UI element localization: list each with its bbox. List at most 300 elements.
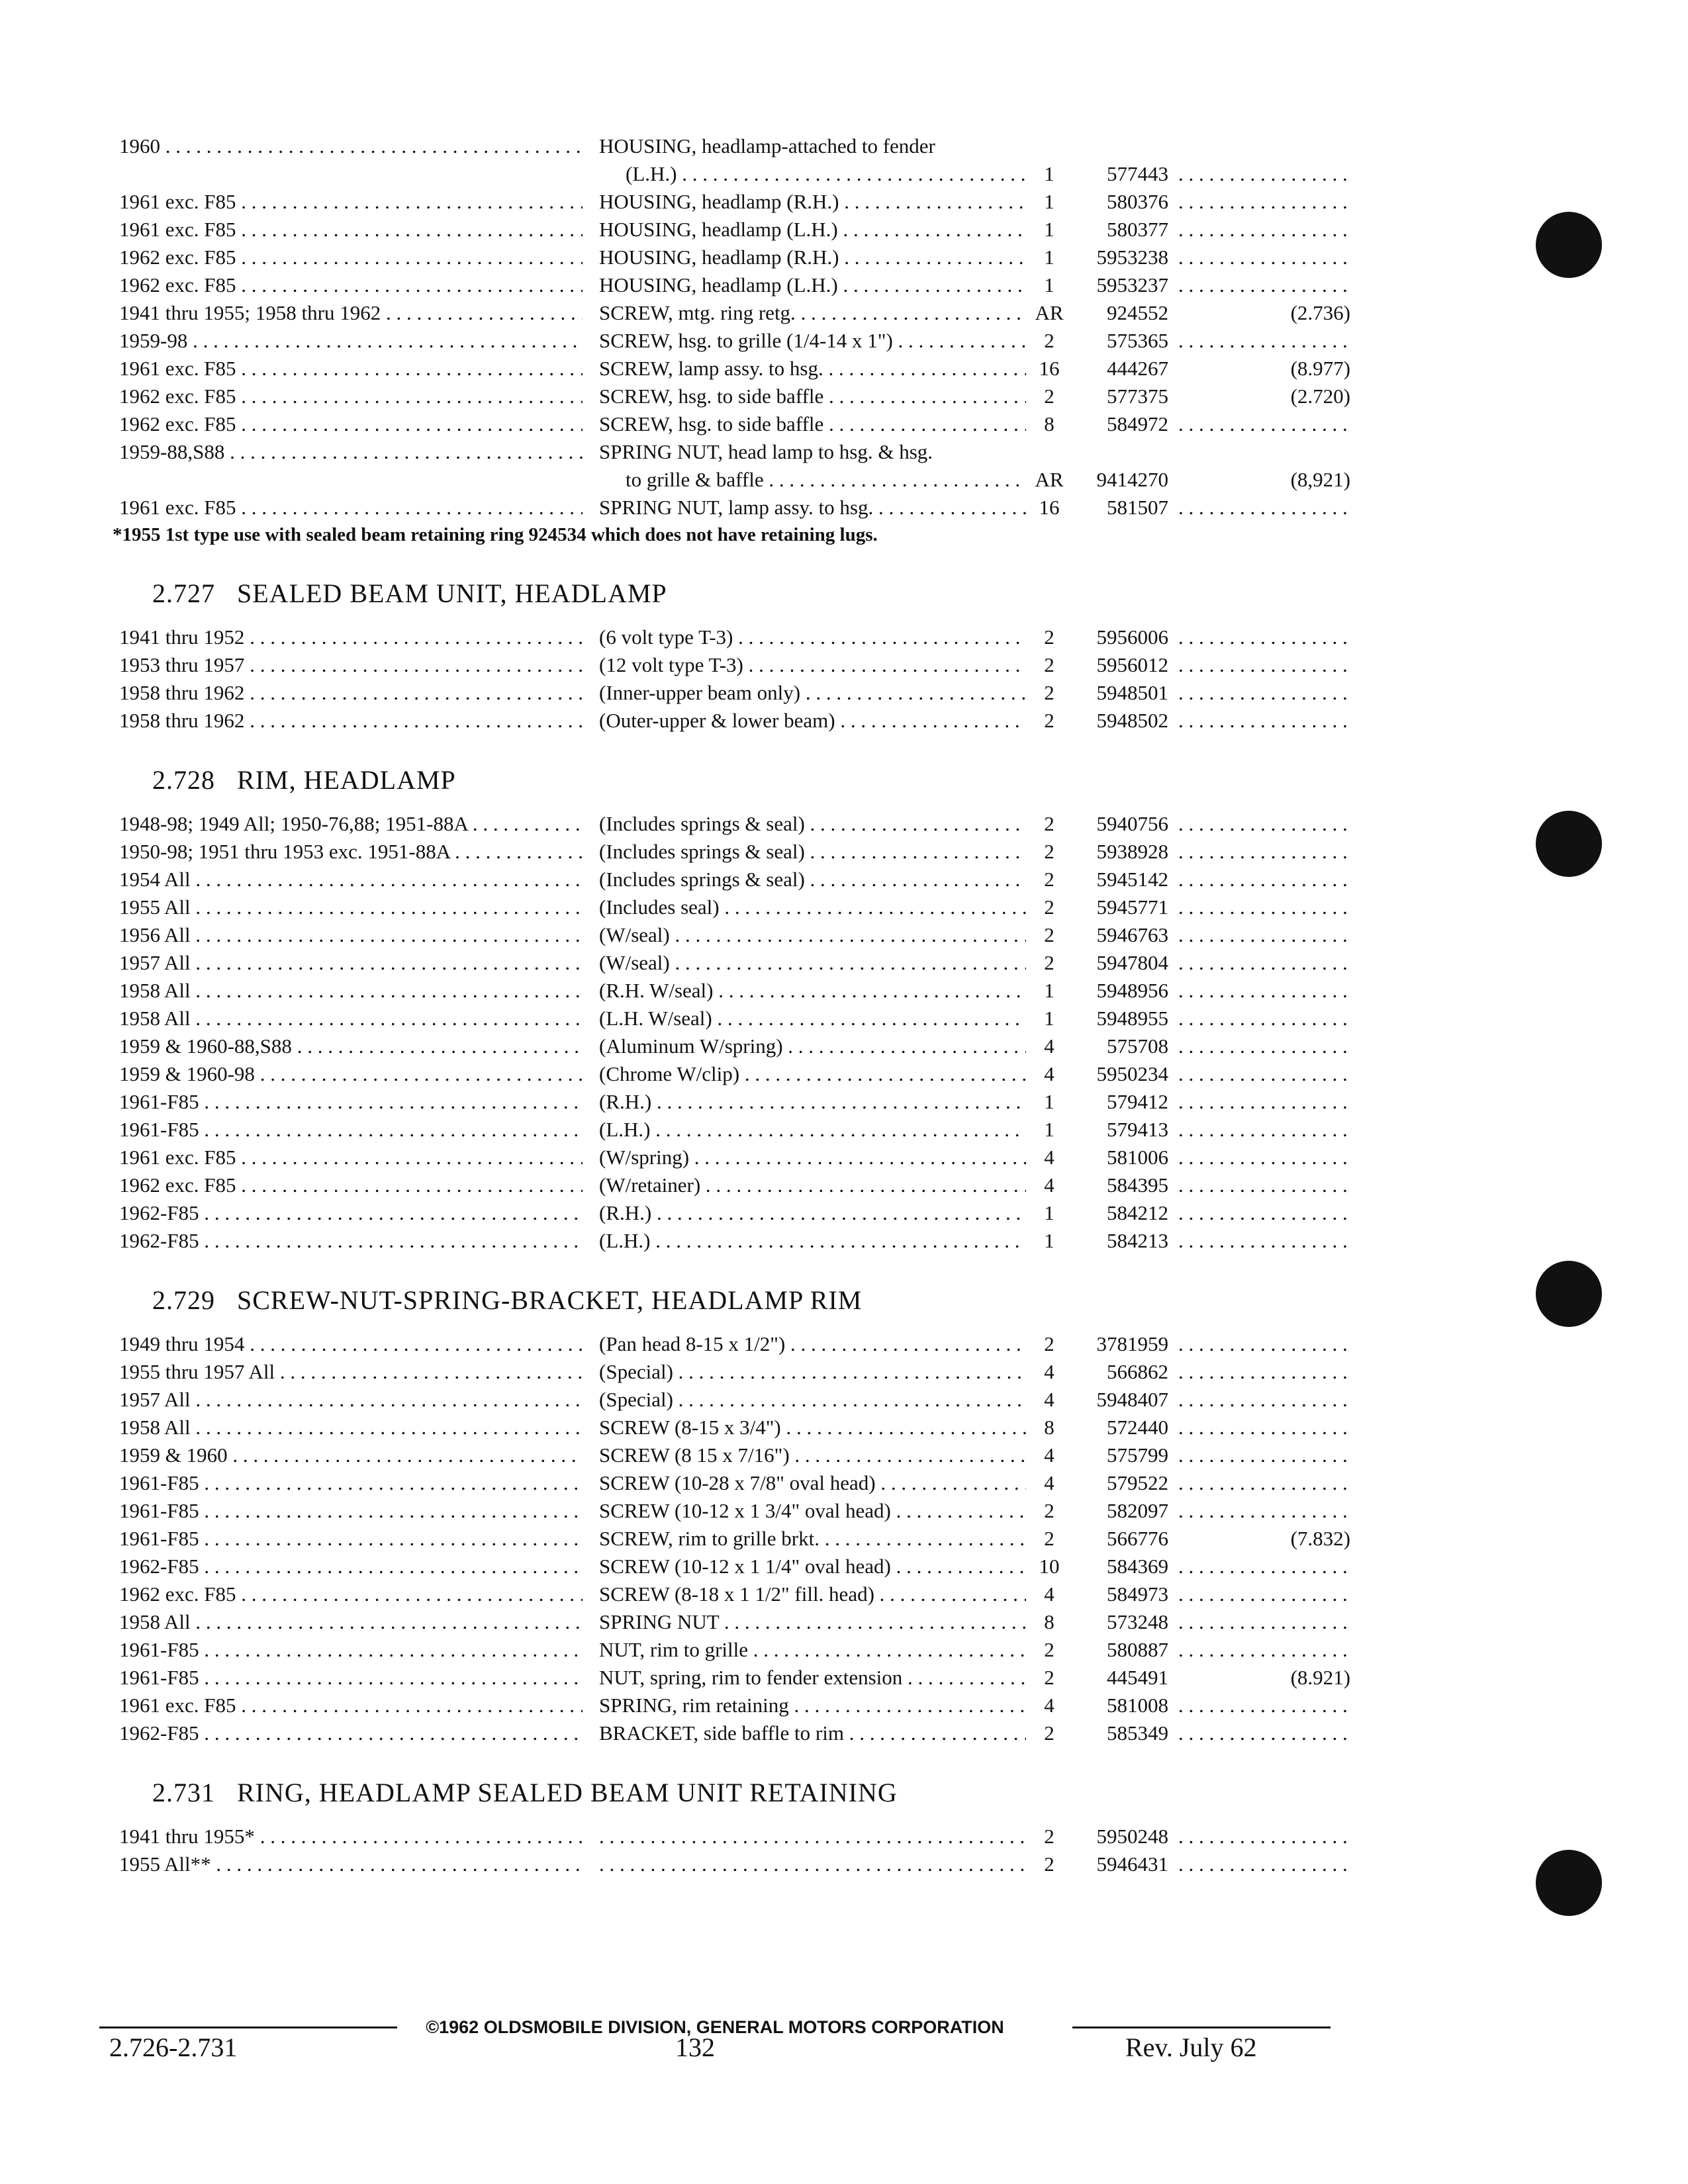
part-number: 3781959 [1096, 1332, 1168, 1355]
quantity: 16 [1039, 496, 1060, 519]
quantity: 8 [1044, 1610, 1055, 1633]
model-years: 1961-F85 . . . [119, 1497, 583, 1525]
punch-hole [1536, 1261, 1602, 1327]
quantity: 1 [1044, 1229, 1055, 1252]
part-number: 5948956 [1096, 979, 1168, 1002]
reference [1172, 1608, 1350, 1636]
parts-row [113, 949, 1350, 977]
reference [1172, 1692, 1350, 1719]
model-years: 1958 thru 1962 . . . [119, 679, 583, 707]
quantity: 4 [1044, 1062, 1055, 1085]
reference [1172, 679, 1350, 707]
part-description: (L.H. W/seal) . . . [599, 1005, 1026, 1032]
part-description-cont: to grille & baffle . . . [599, 466, 1026, 494]
parts-row [113, 866, 1350, 893]
part-description: SPRING NUT, lamp assy. to hsg. . . . [599, 494, 1026, 522]
quantity: AR [1035, 468, 1064, 491]
model-years: 1955 All . . . [119, 893, 583, 921]
part-number: 584369 [1107, 1555, 1168, 1578]
parts-row [113, 383, 1350, 410]
reference [1172, 810, 1350, 838]
parts-row [113, 1330, 1350, 1358]
model-years: 1958 All . . . [119, 1005, 583, 1032]
quantity: 2 [1044, 329, 1055, 352]
part-number: 580376 [1107, 190, 1168, 213]
part-description: (W/spring) . . . [599, 1144, 1026, 1171]
quantity: 2 [1044, 1852, 1055, 1876]
part-description: (Chrome W/clip) . . . [599, 1060, 1026, 1088]
section-heading: 2.728 RIM, HEADLAMP [152, 765, 456, 795]
model-years: 1959 & 1960-98 . . . [119, 1060, 583, 1088]
quantity: 1 [1044, 246, 1055, 269]
part-number: 584212 [1107, 1201, 1168, 1224]
part-number: 445491 [1107, 1666, 1168, 1689]
part-description: (L.H.) . . . [599, 1116, 1026, 1144]
part-number: 5956012 [1096, 653, 1168, 676]
reference [1172, 188, 1350, 216]
model-years: 1941 thru 1955; 1958 thru 1962 . . . [119, 299, 583, 327]
reference [1172, 1088, 1350, 1116]
model-years: 1961 exc. F85 . . . [119, 188, 583, 216]
model-years: 1959-98 . . . [119, 327, 583, 355]
parts-row [113, 977, 1350, 1005]
parts-row [113, 188, 1350, 216]
part-description: (Special) . . . [599, 1386, 1026, 1414]
parts-row [113, 1199, 1350, 1227]
first-block-table [113, 132, 1350, 522]
parts-catalog-page [113, 132, 1350, 1878]
parts-row [113, 1414, 1350, 1441]
part-number: 5953238 [1096, 246, 1168, 269]
reference [1172, 623, 1350, 651]
part-number: 580377 [1107, 218, 1168, 241]
quantity: 4 [1044, 1471, 1055, 1494]
reference [1172, 1005, 1350, 1032]
model-years: 1958 All . . . [119, 977, 583, 1005]
part-number: 582097 [1107, 1499, 1168, 1522]
parts-row [113, 1386, 1350, 1414]
quantity: 1 [1044, 273, 1055, 296]
reference [1172, 271, 1350, 299]
model-years: 1962 exc. F85 . . . [119, 1171, 583, 1199]
part-number: 572440 [1107, 1416, 1168, 1439]
parts-row [113, 1553, 1350, 1580]
parts-row [113, 1469, 1350, 1497]
part-description: (Special) . . . [599, 1358, 1026, 1386]
part-number: 580887 [1107, 1638, 1168, 1661]
model-years: 1961 exc. F85 . . . [119, 494, 583, 522]
part-number: 5953237 [1096, 273, 1168, 296]
part-description: SCREW, lamp assy. to hsg. . . . [599, 355, 1026, 383]
part-number: 575708 [1107, 1034, 1168, 1058]
model-years: 1959 & 1960-88,S88 . . . [119, 1032, 583, 1060]
part-description: (Outer-upper & lower beam) . . . [599, 707, 1026, 735]
parts-row [113, 623, 1350, 651]
part-description: (W/seal) . . . [599, 949, 1026, 977]
quantity: 2 [1044, 709, 1055, 732]
part-description: BRACKET, side baffle to rim . . . [599, 1719, 1026, 1747]
quantity: 16 [1039, 357, 1060, 380]
model-years: 1962-F85 . . . [119, 1719, 583, 1747]
parts-row [113, 1636, 1350, 1664]
sections [113, 564, 1350, 1878]
part-description: (Includes seal) . . . [599, 893, 1026, 921]
quantity: 8 [1044, 1416, 1055, 1439]
part-number: 5946763 [1096, 923, 1168, 946]
part-number: 5938928 [1096, 840, 1168, 863]
part-description: (Inner-upper beam only) . . . [599, 679, 1026, 707]
quantity: 4 [1044, 1360, 1055, 1383]
footnote [113, 522, 1350, 548]
part-description: SCREW (8-15 x 3/4") . . . [599, 1414, 1026, 1441]
parts-row [113, 271, 1350, 299]
model-years: 1950-98; 1951 thru 1953 exc. 1951-88A . . . [119, 838, 583, 866]
part-description: SCREW, hsg. to side baffle . . . [599, 410, 1026, 438]
part-number: 575365 [1107, 329, 1168, 352]
part-number: 566776 [1107, 1527, 1168, 1550]
reference [1172, 1580, 1350, 1608]
part-description: HOUSING, headlamp-attached to fender [599, 134, 935, 158]
punch-hole [1536, 212, 1602, 278]
model-years: 1953 thru 1957 . . . [119, 651, 583, 679]
parts-row [113, 1227, 1350, 1255]
quantity: 2 [1044, 1825, 1055, 1848]
part-number: 5947804 [1096, 951, 1168, 974]
quantity: 1 [1044, 1201, 1055, 1224]
quantity: 10 [1039, 1555, 1060, 1578]
part-description: (Pan head 8-15 x 1/2") . . . [599, 1330, 1026, 1358]
part-number: 581507 [1107, 496, 1168, 519]
model-years: 1948-98; 1949 All; 1950-76,88; 1951-88A . . . [119, 810, 583, 838]
parts-row [113, 299, 1350, 327]
part-number: 579413 [1107, 1118, 1168, 1141]
parts-row [113, 410, 1350, 438]
quantity: 2 [1044, 812, 1055, 835]
part-number: 5948407 [1096, 1388, 1168, 1411]
part-description: SCREW, mtg. ring retg. . . . [599, 299, 1026, 327]
part-number: 5946431 [1096, 1852, 1168, 1876]
part-description: HOUSING, headlamp (R.H.) . . . [599, 188, 1026, 216]
part-number: 584973 [1107, 1582, 1168, 1606]
model-years: 1956 All . . . [119, 921, 583, 949]
parts-row [113, 1580, 1350, 1608]
parts-row [113, 1171, 1350, 1199]
reference [1172, 1032, 1350, 1060]
model-years: 1961-F85 . . . [119, 1525, 583, 1553]
quantity: 1 [1044, 190, 1055, 213]
reference [1172, 1497, 1350, 1525]
quantity: 4 [1044, 1388, 1055, 1411]
reference [1172, 866, 1350, 893]
part-description: NUT, rim to grille . . . [599, 1636, 1026, 1664]
part-description: (Aluminum W/spring) . . . [599, 1032, 1026, 1060]
model-years: 1957 All . . . [119, 1386, 583, 1414]
part-number: 575799 [1107, 1443, 1168, 1467]
reference [1172, 1823, 1350, 1850]
parts-row [113, 1358, 1350, 1386]
part-number: 5940756 [1096, 812, 1168, 835]
parts-row [113, 1850, 1350, 1878]
reference [1172, 1850, 1350, 1878]
quantity: 1 [1044, 218, 1055, 241]
reference: (7.832) [1290, 1527, 1350, 1550]
section-heading: 2.729 SCREW-NUT-SPRING-BRACKET, HEADLAMP RIM [152, 1285, 863, 1315]
reference [1172, 1116, 1350, 1144]
parts-row [113, 438, 1350, 494]
model-years: 1941 thru 1955* . . . [119, 1823, 583, 1850]
part-description: (W/retainer) . . . [599, 1171, 1026, 1199]
model-years: 1961-F85 . . . [119, 1088, 583, 1116]
model-years: 1941 thru 1952 . . . [119, 623, 583, 651]
quantity: 8 [1044, 412, 1055, 435]
part-description [599, 1850, 1026, 1878]
reference [1172, 949, 1350, 977]
quantity: 2 [1044, 385, 1055, 408]
part-description: SCREW, hsg. to side baffle . . . [599, 383, 1026, 410]
parts-row [113, 1005, 1350, 1032]
part-number: 581006 [1107, 1146, 1168, 1169]
model-years: 1955 thru 1957 All . . . [119, 1358, 583, 1386]
parts-row [113, 1116, 1350, 1144]
part-description-cont: (L.H.) . . . [599, 160, 1026, 188]
part-description [599, 1823, 1026, 1850]
section-heading: 2.727 SEALED BEAM UNIT, HEADLAMP [152, 578, 667, 608]
part-description: SCREW, hsg. to grille (1/4-14 x 1") . . . [599, 327, 1026, 355]
part-description: (Includes springs & seal) . . . [599, 838, 1026, 866]
quantity: 4 [1044, 1694, 1055, 1717]
model-years: 1958 All . . . [119, 1414, 583, 1441]
reference: (8.977) [1290, 357, 1350, 380]
part-description: SCREW (10-12 x 1 1/4" oval head) . . . [599, 1553, 1026, 1580]
model-years: 1960 . . . [119, 132, 583, 160]
parts-row [113, 810, 1350, 838]
reference [1172, 921, 1350, 949]
part-number: 5948955 [1096, 1007, 1168, 1030]
part-number: 585349 [1107, 1721, 1168, 1745]
reference [1172, 216, 1350, 244]
model-years: 1962-F85 . . . [119, 1553, 583, 1580]
model-years: 1961-F85 . . . [119, 1664, 583, 1692]
reference [1172, 893, 1350, 921]
section-heading: 2.731 RING, HEADLAMP SEALED BEAM UNIT RETAINING [152, 1778, 898, 1807]
part-number: 5945771 [1096, 895, 1168, 919]
parts-row [113, 132, 1350, 188]
part-description: SPRING NUT, head lamp to hsg. & hsg. [599, 440, 933, 463]
reference [1172, 1171, 1350, 1199]
parts-row [113, 679, 1350, 707]
quantity: 2 [1044, 625, 1055, 649]
quantity: 2 [1044, 923, 1055, 946]
model-years: 1961 exc. F85 . . . [119, 1692, 583, 1719]
part-description: (R.H. W/seal) . . . [599, 977, 1026, 1005]
reference [1172, 494, 1350, 522]
quantity: 2 [1044, 1527, 1055, 1550]
model-years: 1962 exc. F85 . . . [119, 410, 583, 438]
part-number: 5950234 [1096, 1062, 1168, 1085]
part-number: 9414270 [1096, 468, 1168, 491]
parts-row [113, 1664, 1350, 1692]
model-years: 1954 All . . . [119, 866, 583, 893]
part-description: (R.H.) . . . [599, 1199, 1026, 1227]
reference: (8,921) [1290, 468, 1350, 491]
model-years: 1949 thru 1954 . . . [119, 1330, 583, 1358]
parts-row [113, 921, 1350, 949]
parts-row [113, 244, 1350, 271]
reference [1172, 1144, 1350, 1171]
quantity: 4 [1044, 1443, 1055, 1467]
parts-row [113, 1823, 1350, 1850]
part-description: SCREW (8 15 x 7/16") . . . [599, 1441, 1026, 1469]
part-description: HOUSING, headlamp (L.H.) . . . [599, 216, 1026, 244]
parts-row [113, 1441, 1350, 1469]
quantity: 2 [1044, 653, 1055, 676]
quantity: 1 [1044, 979, 1055, 1002]
part-number: 924552 [1107, 301, 1168, 324]
quantity: 4 [1044, 1173, 1055, 1197]
part-description: (Includes springs & seal) . . . [599, 810, 1026, 838]
copyright-text: ©1962 OLDSMOBILE DIVISION, GENERAL MOTORS CORPORATION [426, 2017, 1004, 2037]
part-number: 577443 [1107, 162, 1168, 185]
part-number: 579412 [1107, 1090, 1168, 1113]
parts-row [113, 1144, 1350, 1171]
part-number: 5945142 [1096, 868, 1168, 891]
part-number: 5948502 [1096, 709, 1168, 732]
part-description: (W/seal) . . . [599, 921, 1026, 949]
model-years: 1962 exc. F85 . . . [119, 1580, 583, 1608]
part-number: 573248 [1107, 1610, 1168, 1633]
footnote-text: *1955 1st type use with sealed beam retaining ring 924534 which does not have retaining lugs. [113, 524, 878, 545]
reference [1172, 410, 1350, 438]
part-number: 444267 [1107, 357, 1168, 380]
part-number: 584972 [1107, 412, 1168, 435]
model-years: 1961 exc. F85 . . . [119, 1144, 583, 1171]
reference [1172, 1386, 1350, 1414]
parts-row [113, 1525, 1350, 1553]
page-number: 132 [675, 2032, 715, 2062]
reference: (2.736) [1290, 301, 1350, 324]
quantity: 1 [1044, 1118, 1055, 1141]
quantity: 2 [1044, 1499, 1055, 1522]
reference [1172, 1330, 1350, 1358]
quantity: 2 [1044, 1666, 1055, 1689]
part-description: SCREW (10-12 x 1 3/4" oval head) . . . [599, 1497, 1026, 1525]
quantity: 4 [1044, 1034, 1055, 1058]
quantity: 2 [1044, 868, 1055, 891]
part-description: (R.H.) . . . [599, 1088, 1026, 1116]
part-number: 5956006 [1096, 625, 1168, 649]
model-years: 1955 All** . . . [119, 1850, 583, 1878]
model-years: 1961 exc. F85 . . . [119, 216, 583, 244]
part-description: (12 volt type T-3) . . . [599, 651, 1026, 679]
punch-hole [1536, 1850, 1602, 1916]
part-description: SCREW, rim to grille brkt. . . . [599, 1525, 1026, 1553]
part-description: (6 volt type T-3) . . . [599, 623, 1026, 651]
quantity: 2 [1044, 1332, 1055, 1355]
model-years: 1959 & 1960 . . . [119, 1441, 583, 1469]
parts-row [113, 1719, 1350, 1747]
quantity: 2 [1044, 1638, 1055, 1661]
quantity: 2 [1044, 681, 1055, 704]
quantity: 1 [1044, 1090, 1055, 1113]
part-number: 581008 [1107, 1694, 1168, 1717]
model-years: 1958 All . . . [119, 1608, 583, 1636]
parts-row [113, 893, 1350, 921]
parts-row [113, 1060, 1350, 1088]
model-years: 1962 exc. F85 . . . [119, 244, 583, 271]
reference [1172, 651, 1350, 679]
quantity: 4 [1044, 1146, 1055, 1169]
section-range: 2.726-2.731 [109, 2032, 238, 2062]
model-years: 1962-F85 . . . [119, 1227, 583, 1255]
parts-row [113, 1032, 1350, 1060]
parts-row [113, 1497, 1350, 1525]
part-number: 5948501 [1096, 681, 1168, 704]
parts-row [113, 1608, 1350, 1636]
part-description: HOUSING, headlamp (R.H.) . . . [599, 244, 1026, 271]
part-description: (L.H.) . . . [599, 1227, 1026, 1255]
punch-hole [1536, 811, 1602, 877]
reference [1172, 1469, 1350, 1497]
parts-row [113, 355, 1350, 383]
model-years: 1961-F85 . . . [119, 1469, 583, 1497]
quantity: AR [1035, 301, 1064, 324]
parts-row [113, 216, 1350, 244]
model-years: 1961 exc. F85 . . . [119, 355, 583, 383]
part-description: SCREW (10-28 x 7/8" oval head) . . . [599, 1469, 1026, 1497]
reference [1172, 838, 1350, 866]
revision-date: Rev. July 62 [1125, 2032, 1257, 2062]
reference [1172, 1227, 1350, 1255]
parts-row [113, 838, 1350, 866]
reference: (2.720) [1290, 385, 1350, 408]
parts-row [113, 707, 1350, 735]
quantity: 2 [1044, 895, 1055, 919]
reference: (8.921) [1290, 1666, 1350, 1689]
parts-row [113, 1692, 1350, 1719]
reference [1172, 1414, 1350, 1441]
quantity: 4 [1044, 1582, 1055, 1606]
reference [1172, 327, 1350, 355]
parts-row [113, 327, 1350, 355]
part-description: NUT, spring, rim to fender extension . . . [599, 1664, 1026, 1692]
part-description: (Includes springs & seal) . . . [599, 866, 1026, 893]
model-years: 1962 exc. F85 . . . [119, 383, 583, 410]
part-number: 5950248 [1096, 1825, 1168, 1848]
reference [1172, 1199, 1350, 1227]
parts-row [113, 651, 1350, 679]
reference [1172, 707, 1350, 735]
part-number: 584213 [1107, 1229, 1168, 1252]
part-number: 566862 [1107, 1360, 1168, 1383]
quantity: 2 [1044, 1721, 1055, 1745]
reference [1172, 1358, 1350, 1386]
model-years: 1961-F85 . . . [119, 1116, 583, 1144]
reference [1172, 1553, 1350, 1580]
model-years: 1958 thru 1962 . . . [119, 707, 583, 735]
reference [1172, 1441, 1350, 1469]
part-description: HOUSING, headlamp (L.H.) . . . [599, 271, 1026, 299]
parts-row [113, 1088, 1350, 1116]
reference [1172, 160, 1350, 188]
reference [1172, 244, 1350, 271]
part-number: 579522 [1107, 1471, 1168, 1494]
reference [1172, 1060, 1350, 1088]
part-description: SCREW (8-18 x 1 1/2" fill. head) . . . [599, 1580, 1026, 1608]
quantity: 2 [1044, 840, 1055, 863]
model-years: 1957 All . . . [119, 949, 583, 977]
reference [1172, 977, 1350, 1005]
part-description: SPRING, rim retaining . . . [599, 1692, 1026, 1719]
